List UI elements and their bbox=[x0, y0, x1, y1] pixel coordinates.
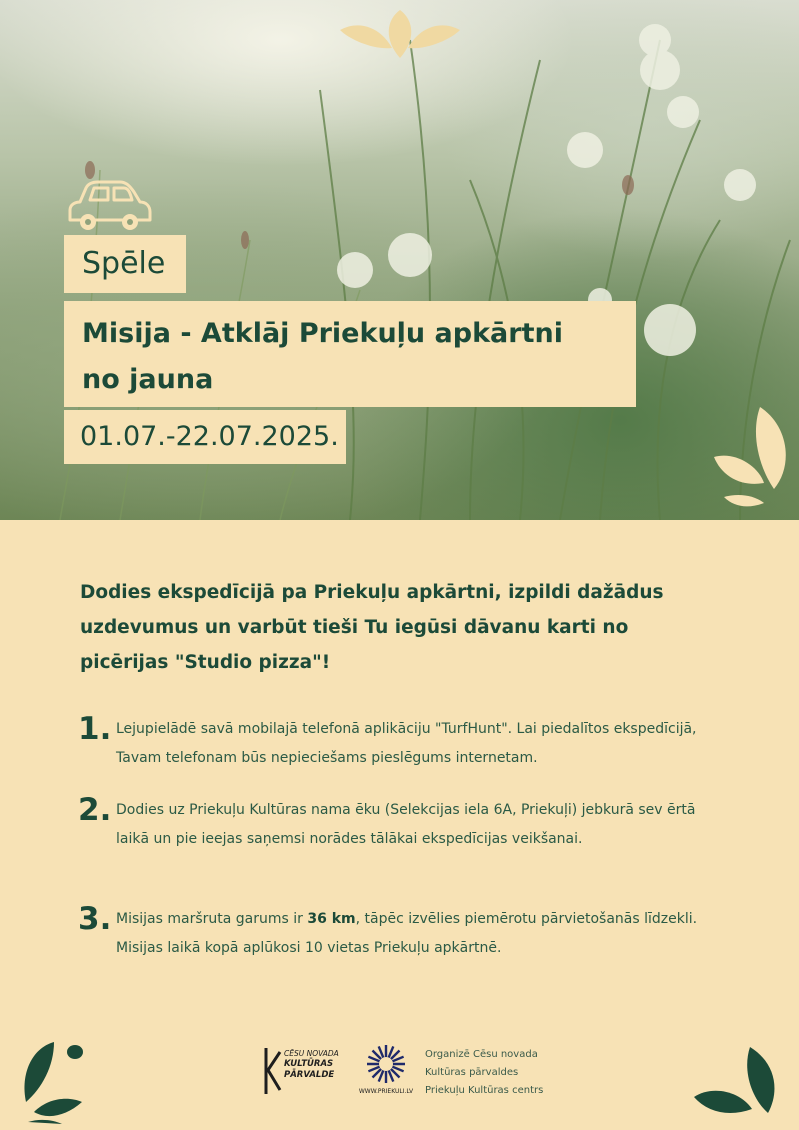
route-length: 36 km bbox=[307, 911, 356, 927]
logo-text-2: KULTŪRAS bbox=[284, 1059, 334, 1069]
k-logo-icon bbox=[262, 1046, 282, 1096]
game-label: Spēle bbox=[64, 235, 186, 293]
organizer-line-3: Priekuļu Kultūras centrs bbox=[425, 1085, 544, 1096]
logo-text-1: CĒSU NOVADA bbox=[284, 1049, 339, 1058]
step-text: Dodies uz Priekuļu Kultūras nama ēku (Selekcijas iela 6A, Priekuļi) jebkurā sev ērtā laikā un pie ieejas saņemsi norādes tālākai ekspedīcijas veikšanai. bbox=[116, 802, 696, 847]
step-number: 2. bbox=[78, 792, 112, 828]
droplet-decoration bbox=[20, 1040, 90, 1125]
logo-url: WWW.PRIEKULI.LV bbox=[358, 1088, 414, 1095]
date-range: 01.07.-22.07.2025. bbox=[64, 410, 346, 464]
page-title bbox=[64, 301, 636, 407]
title-line-1: Misija - Atklāj Priekuļu apkārtni bbox=[82, 318, 563, 349]
step-text: Lejupielādē savā mobilajā telefonā aplikāciju "TurfHunt". Lai piedalītos ekspedīcijā, Tavam telefonam būs nepieciešams pieslēgums internetam. bbox=[116, 721, 697, 766]
organizer-line-2: Kultūras pārvaldes bbox=[425, 1067, 519, 1078]
droplet-decoration bbox=[690, 1045, 780, 1117]
droplet-decoration bbox=[340, 0, 460, 60]
car-icon bbox=[64, 180, 152, 235]
hero-photo bbox=[0, 0, 799, 520]
step-number: 1. bbox=[78, 711, 112, 747]
logo-text-3: PĀRVALDE bbox=[284, 1070, 335, 1080]
organizer-line-1: Organizē Cēsu novada bbox=[425, 1049, 538, 1060]
title-line-2: no jauna bbox=[82, 364, 214, 395]
kulturas-parvalde-logo bbox=[262, 1046, 352, 1096]
step-text-after: , tāpēc izvēlies piemērotu pārvietošanās līdzekli. Misijas laikā kopā aplūkosi 10 vietas Priekuļu apkārtnē. bbox=[116, 911, 698, 956]
organizer-text bbox=[425, 1046, 543, 1100]
step-text-before: Misijas maršruta garums ir bbox=[116, 911, 308, 927]
step-number: 3. bbox=[78, 901, 112, 937]
droplet-decoration bbox=[708, 405, 788, 510]
priekuli-logo bbox=[356, 1044, 416, 1100]
step-text bbox=[116, 905, 706, 963]
sun-logo-icon bbox=[366, 1044, 406, 1084]
intro-text: Dodies ekspedīcijā pa Priekuļu apkārtni, izpildi dažādus uzdevumus un varbūt tieši Tu iegūsi dāvanu karti no picērijas "Studio pizza"! bbox=[80, 582, 664, 673]
